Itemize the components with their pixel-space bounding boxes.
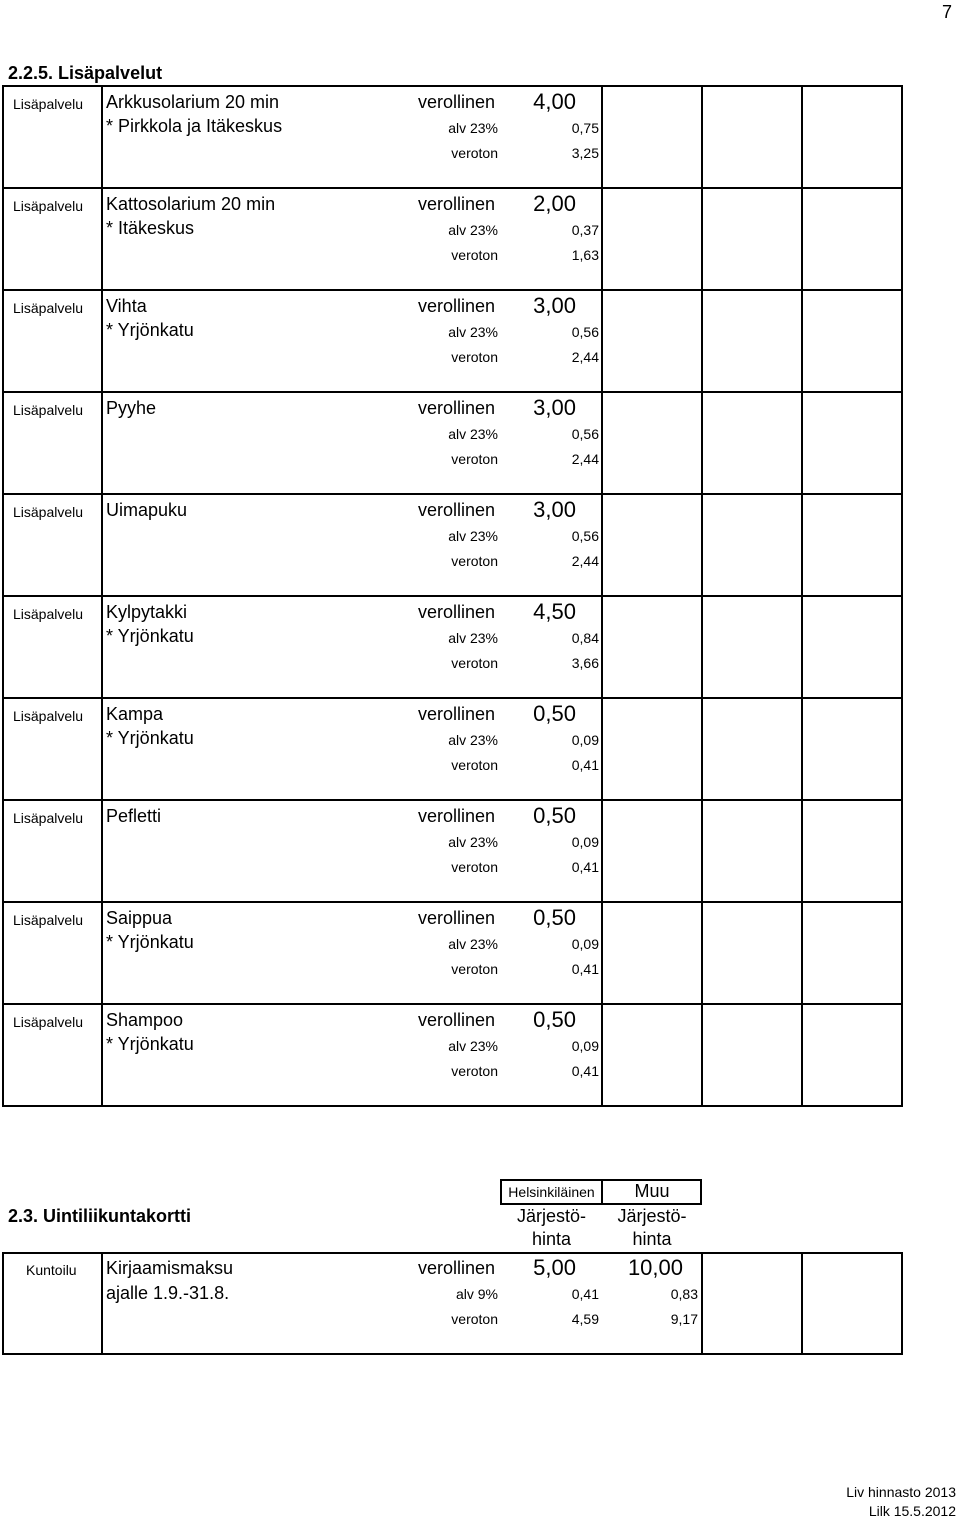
col2-header-line2: hinta	[632, 1229, 672, 1249]
column-divider	[801, 1252, 803, 1355]
category-label: Lisäpalvelu	[13, 198, 84, 214]
gross-value: 3,00	[533, 395, 576, 420]
vat-value: 0,56	[571, 324, 599, 340]
category-label: Lisäpalvelu	[13, 504, 84, 520]
label-veroton: veroton	[451, 757, 498, 773]
col1-gross-value: 5,00	[533, 1255, 576, 1280]
label-alv: alv 23%	[448, 630, 498, 646]
item-name: Kampa	[106, 704, 164, 724]
item-name: Vihta	[106, 296, 147, 316]
net-value: 0,41	[571, 961, 599, 977]
page-number: 7	[942, 2, 953, 22]
vat-value: 0,09	[571, 936, 599, 952]
label-veroton: veroton	[451, 655, 498, 671]
gross-value: 3,00	[533, 497, 576, 522]
category-label: Lisäpalvelu	[13, 708, 84, 724]
vat-value: 0,37	[571, 222, 599, 238]
item-name: Uimapuku	[106, 500, 188, 520]
footer-line1: Liv hinnasto 2013	[846, 1484, 956, 1500]
item-note: * Pirkkola ja Itäkeskus	[106, 116, 283, 136]
label-verollinen: verollinen	[417, 806, 495, 826]
label-alv: alv 23%	[448, 222, 498, 238]
vat-value: 0,09	[571, 1038, 599, 1054]
row-divider	[2, 493, 903, 495]
section-title-uintiliikuntakortti: 2.3. Uintiliikuntakortti	[8, 1206, 192, 1226]
item-name: Shampoo	[106, 1010, 184, 1030]
gross-value: 0,50	[533, 905, 576, 930]
row-divider	[2, 187, 903, 189]
net-value: 3,66	[571, 655, 599, 671]
row-divider	[2, 595, 903, 597]
label-alv: alv 9%	[455, 1286, 498, 1302]
label-veroton: veroton	[451, 349, 498, 365]
label-verollinen: verollinen	[417, 908, 495, 928]
row-divider	[2, 289, 903, 291]
col2-gross-value: 10,00	[627, 1255, 683, 1280]
row-divider	[2, 799, 903, 801]
label-alv: alv 23%	[448, 834, 498, 850]
label-verollinen: verollinen	[417, 602, 495, 622]
item-name: Saippua	[106, 908, 173, 928]
category-label: Lisäpalvelu	[13, 96, 84, 112]
item-name: Kirjaamismaksu	[106, 1258, 234, 1278]
item-note: * Yrjönkatu	[106, 1034, 194, 1054]
col1-header-top: Helsinkiläinen	[508, 1184, 595, 1200]
column-divider	[701, 1252, 703, 1355]
row-divider	[2, 1003, 903, 1005]
label-verollinen: verollinen	[417, 194, 495, 214]
vat-value: 0,84	[571, 630, 599, 646]
item-note: ajalle 1.9.-31.8.	[106, 1283, 230, 1303]
footer-line2: Lilk 15.5.2012	[868, 1503, 956, 1519]
gross-value: 4,50	[533, 599, 576, 624]
col2-header-line1: Järjestö-	[617, 1206, 687, 1226]
label-verollinen: verollinen	[417, 398, 495, 418]
col2-net-value: 9,17	[670, 1311, 698, 1327]
label-alv: alv 23%	[448, 324, 498, 340]
row-divider	[2, 697, 903, 699]
net-value: 0,41	[571, 757, 599, 773]
category-label: Lisäpalvelu	[13, 810, 84, 826]
col2-vat-value: 0,83	[670, 1286, 698, 1302]
item-name: Arkkusolarium 20 min	[106, 92, 280, 112]
label-verollinen: verollinen	[417, 704, 495, 724]
label-veroton: veroton	[451, 859, 498, 875]
label-alv: alv 23%	[448, 120, 498, 136]
label-verollinen: verollinen	[417, 92, 495, 112]
label-alv: alv 23%	[448, 528, 498, 544]
gross-value: 3,00	[533, 293, 576, 318]
label-veroton: veroton	[451, 145, 498, 161]
item-note: * Yrjönkatu	[106, 626, 194, 646]
category-label: Lisäpalvelu	[13, 912, 84, 928]
item-note: * Yrjönkatu	[106, 932, 194, 952]
gross-value: 0,50	[533, 1007, 576, 1032]
vat-value: 0,75	[571, 120, 599, 136]
column-divider	[101, 1252, 103, 1355]
label-veroton: veroton	[451, 553, 498, 569]
col1-vat-value: 0,41	[571, 1286, 599, 1302]
label-veroton: veroton	[451, 451, 498, 467]
label-veroton: veroton	[451, 247, 498, 263]
label-veroton: veroton	[451, 1063, 498, 1079]
label-verollinen: verollinen	[417, 1010, 495, 1030]
label-verollinen: verollinen	[417, 500, 495, 520]
item-name: Pefletti	[106, 806, 162, 826]
col2-header-top: Muu	[634, 1181, 670, 1201]
label-alv: alv 23%	[448, 732, 498, 748]
category-label: Lisäpalvelu	[13, 606, 84, 622]
gross-value: 2,00	[533, 191, 576, 216]
category-label: Lisäpalvelu	[13, 1014, 84, 1030]
net-value: 2,44	[571, 553, 599, 569]
net-value: 0,41	[571, 1063, 599, 1079]
gross-value: 0,50	[533, 701, 576, 726]
item-note: * Yrjönkatu	[106, 320, 194, 340]
category-label: Lisäpalvelu	[13, 402, 84, 418]
net-value: 3,25	[571, 145, 599, 161]
section-title-lisapalvelut: 2.2.5. Lisäpalvelut	[8, 63, 163, 83]
row-divider	[2, 901, 903, 903]
item-note: * Itäkeskus	[106, 218, 195, 238]
item-name: Kattosolarium 20 min	[106, 194, 276, 214]
label-alv: alv 23%	[448, 936, 498, 952]
net-value: 0,41	[571, 859, 599, 875]
net-value: 1,63	[571, 247, 599, 263]
gross-value: 0,50	[533, 803, 576, 828]
category-label: Lisäpalvelu	[13, 300, 84, 316]
vat-value: 0,09	[571, 732, 599, 748]
label-verollinen: verollinen	[417, 296, 495, 316]
label-verollinen: verollinen	[417, 1258, 495, 1278]
category-label: Kuntoilu	[26, 1262, 77, 1278]
label-veroton: veroton	[451, 1311, 498, 1327]
item-name: Pyyhe	[106, 398, 157, 418]
col1-header-line2: hinta	[531, 1229, 572, 1249]
col1-net-value: 4,59	[571, 1311, 599, 1327]
label-alv: alv 23%	[448, 1038, 498, 1054]
col1-header-line1: Järjestö-	[516, 1206, 587, 1226]
net-value: 2,44	[571, 349, 599, 365]
item-name: Kylpytakki	[106, 602, 188, 622]
vat-value: 0,56	[571, 426, 599, 442]
vat-value: 0,09	[571, 834, 599, 850]
label-alv: alv 23%	[448, 426, 498, 442]
gross-value: 4,00	[533, 89, 576, 114]
label-veroton: veroton	[451, 961, 498, 977]
vat-value: 0,56	[571, 528, 599, 544]
item-note: * Yrjönkatu	[106, 728, 194, 748]
net-value: 2,44	[571, 451, 599, 467]
row-divider	[2, 391, 903, 393]
